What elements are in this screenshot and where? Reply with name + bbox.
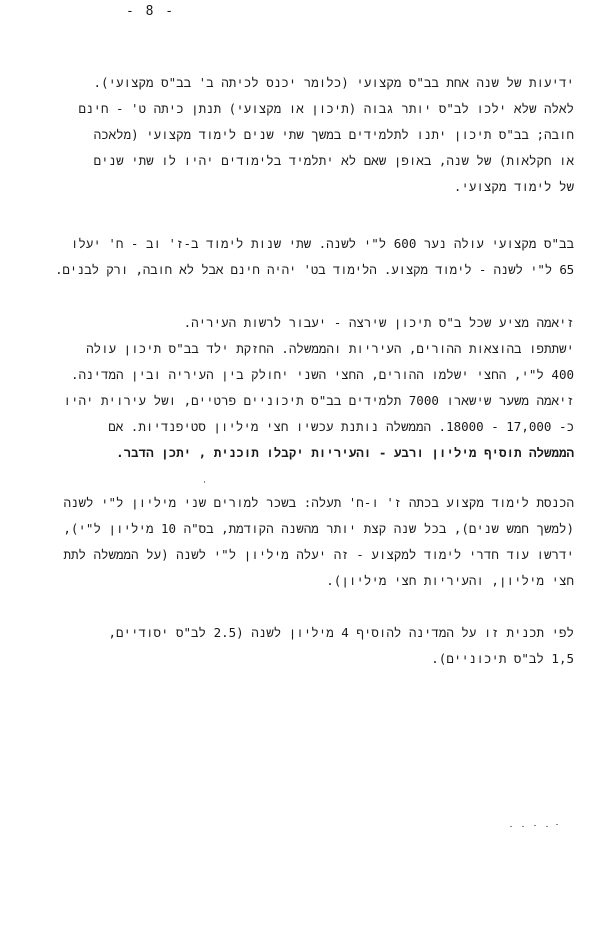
text-line: הכנסת לימוד מקצוע בכתה ז' ו-ח' תעלה: בשכר למורים שני מיליון ל"י לשנה: [63, 495, 574, 510]
text-line: ישתתפו בהוצאות ההורים, העיריות והממשלה. החזקת ילד בב"ס תיכון עולה: [86, 341, 574, 356]
text-line: הממשלה תוסיף מיליון ורבע - והעיריות יקבלו תוכנית , יתכן הדבר.: [116, 445, 574, 460]
scan-speck: [556, 824, 558, 825]
text-line: חצי מיליון, והעיריות חצי מיליון).: [326, 573, 574, 588]
text-line: כ- 17,000 - 18000. הממשלה נותנת עכשיו חצי מיליון סטיפנדיות. אם: [108, 419, 574, 434]
text-line: בב"ס מקצועי עולה נער 600 ל"י לשנה. שתי שנות לימוד ב-ז' וב - ח' יעלו: [70, 236, 574, 251]
scan-speck: [522, 826, 524, 827]
text-line: זיאמה משער שישארו 7000 תלמידים בב"ס תיכוניים פרטיים, ושל עירוית יהיו: [63, 393, 574, 408]
scan-speck: [546, 826, 548, 827]
text-line: או חקלאות) של שנה, באופן שאם לא יתלמיד בלימודים יהיו לו שתי שנים: [93, 153, 574, 168]
text-line: זיאמה מציע שכל ב"ס תיכון שירצה - יעבור לרשות העיריה.: [183, 315, 574, 330]
scan-speck: [510, 826, 512, 827]
text-line: ידיעות של שנה אחת בב"ס מקצועי (כלומר יכנס לכיתה ב' בב"ס מקצועי).: [93, 75, 574, 90]
paragraph-5: [24, 620, 574, 672]
text-line: 1,5 לב"ס תיכוניים).: [431, 651, 574, 666]
text-line: לאלה שלא ילכו לב"ס יותר גבוה (תיכון או מקצועי) תנתן כיתה ט' - חינם: [78, 101, 574, 116]
paragraph-4: [24, 490, 574, 594]
scan-speck: [534, 825, 536, 826]
text-line: (למשך חמש שנים), בכל שנה קצת יותר מהשנה הקודמת, בס"ה 10 מיליון ל"י),: [63, 521, 574, 536]
text-line: חובה; בב"ס תיכון יתנו לתלמידים במשך שתי שנים לימוד מקצועי (מלאכה: [93, 127, 574, 142]
text-line: 65 ל"י לשנה - לימוד מקצוע. הלימוד בט' יהיה חינם אבל לא חובה, ורק לבנים.: [55, 262, 574, 277]
page-number: - 8 -: [126, 4, 176, 19]
paragraph-3: [24, 310, 574, 466]
paragraph-2: [24, 231, 574, 283]
paragraph-1: [24, 70, 574, 200]
text-line: של לימוד מקצועי.: [453, 179, 574, 194]
text-line: ידרשו עוד חדרי לימוד למקצוע - זה יעלה מיליון ל"י לשנה (על הממשלה לתת: [63, 547, 574, 562]
text-line: 400 ל"י, החצי ישלמו ההורים, החצי השני יחולק בין העיריה ובין המדינה.: [70, 367, 574, 382]
text-line: לפי תכנית זו על המדינה להוסיף 4 מיליון לשנה (2.5 לב"ס יסודיים,: [108, 625, 574, 640]
scan-speck: [204, 481, 205, 483]
